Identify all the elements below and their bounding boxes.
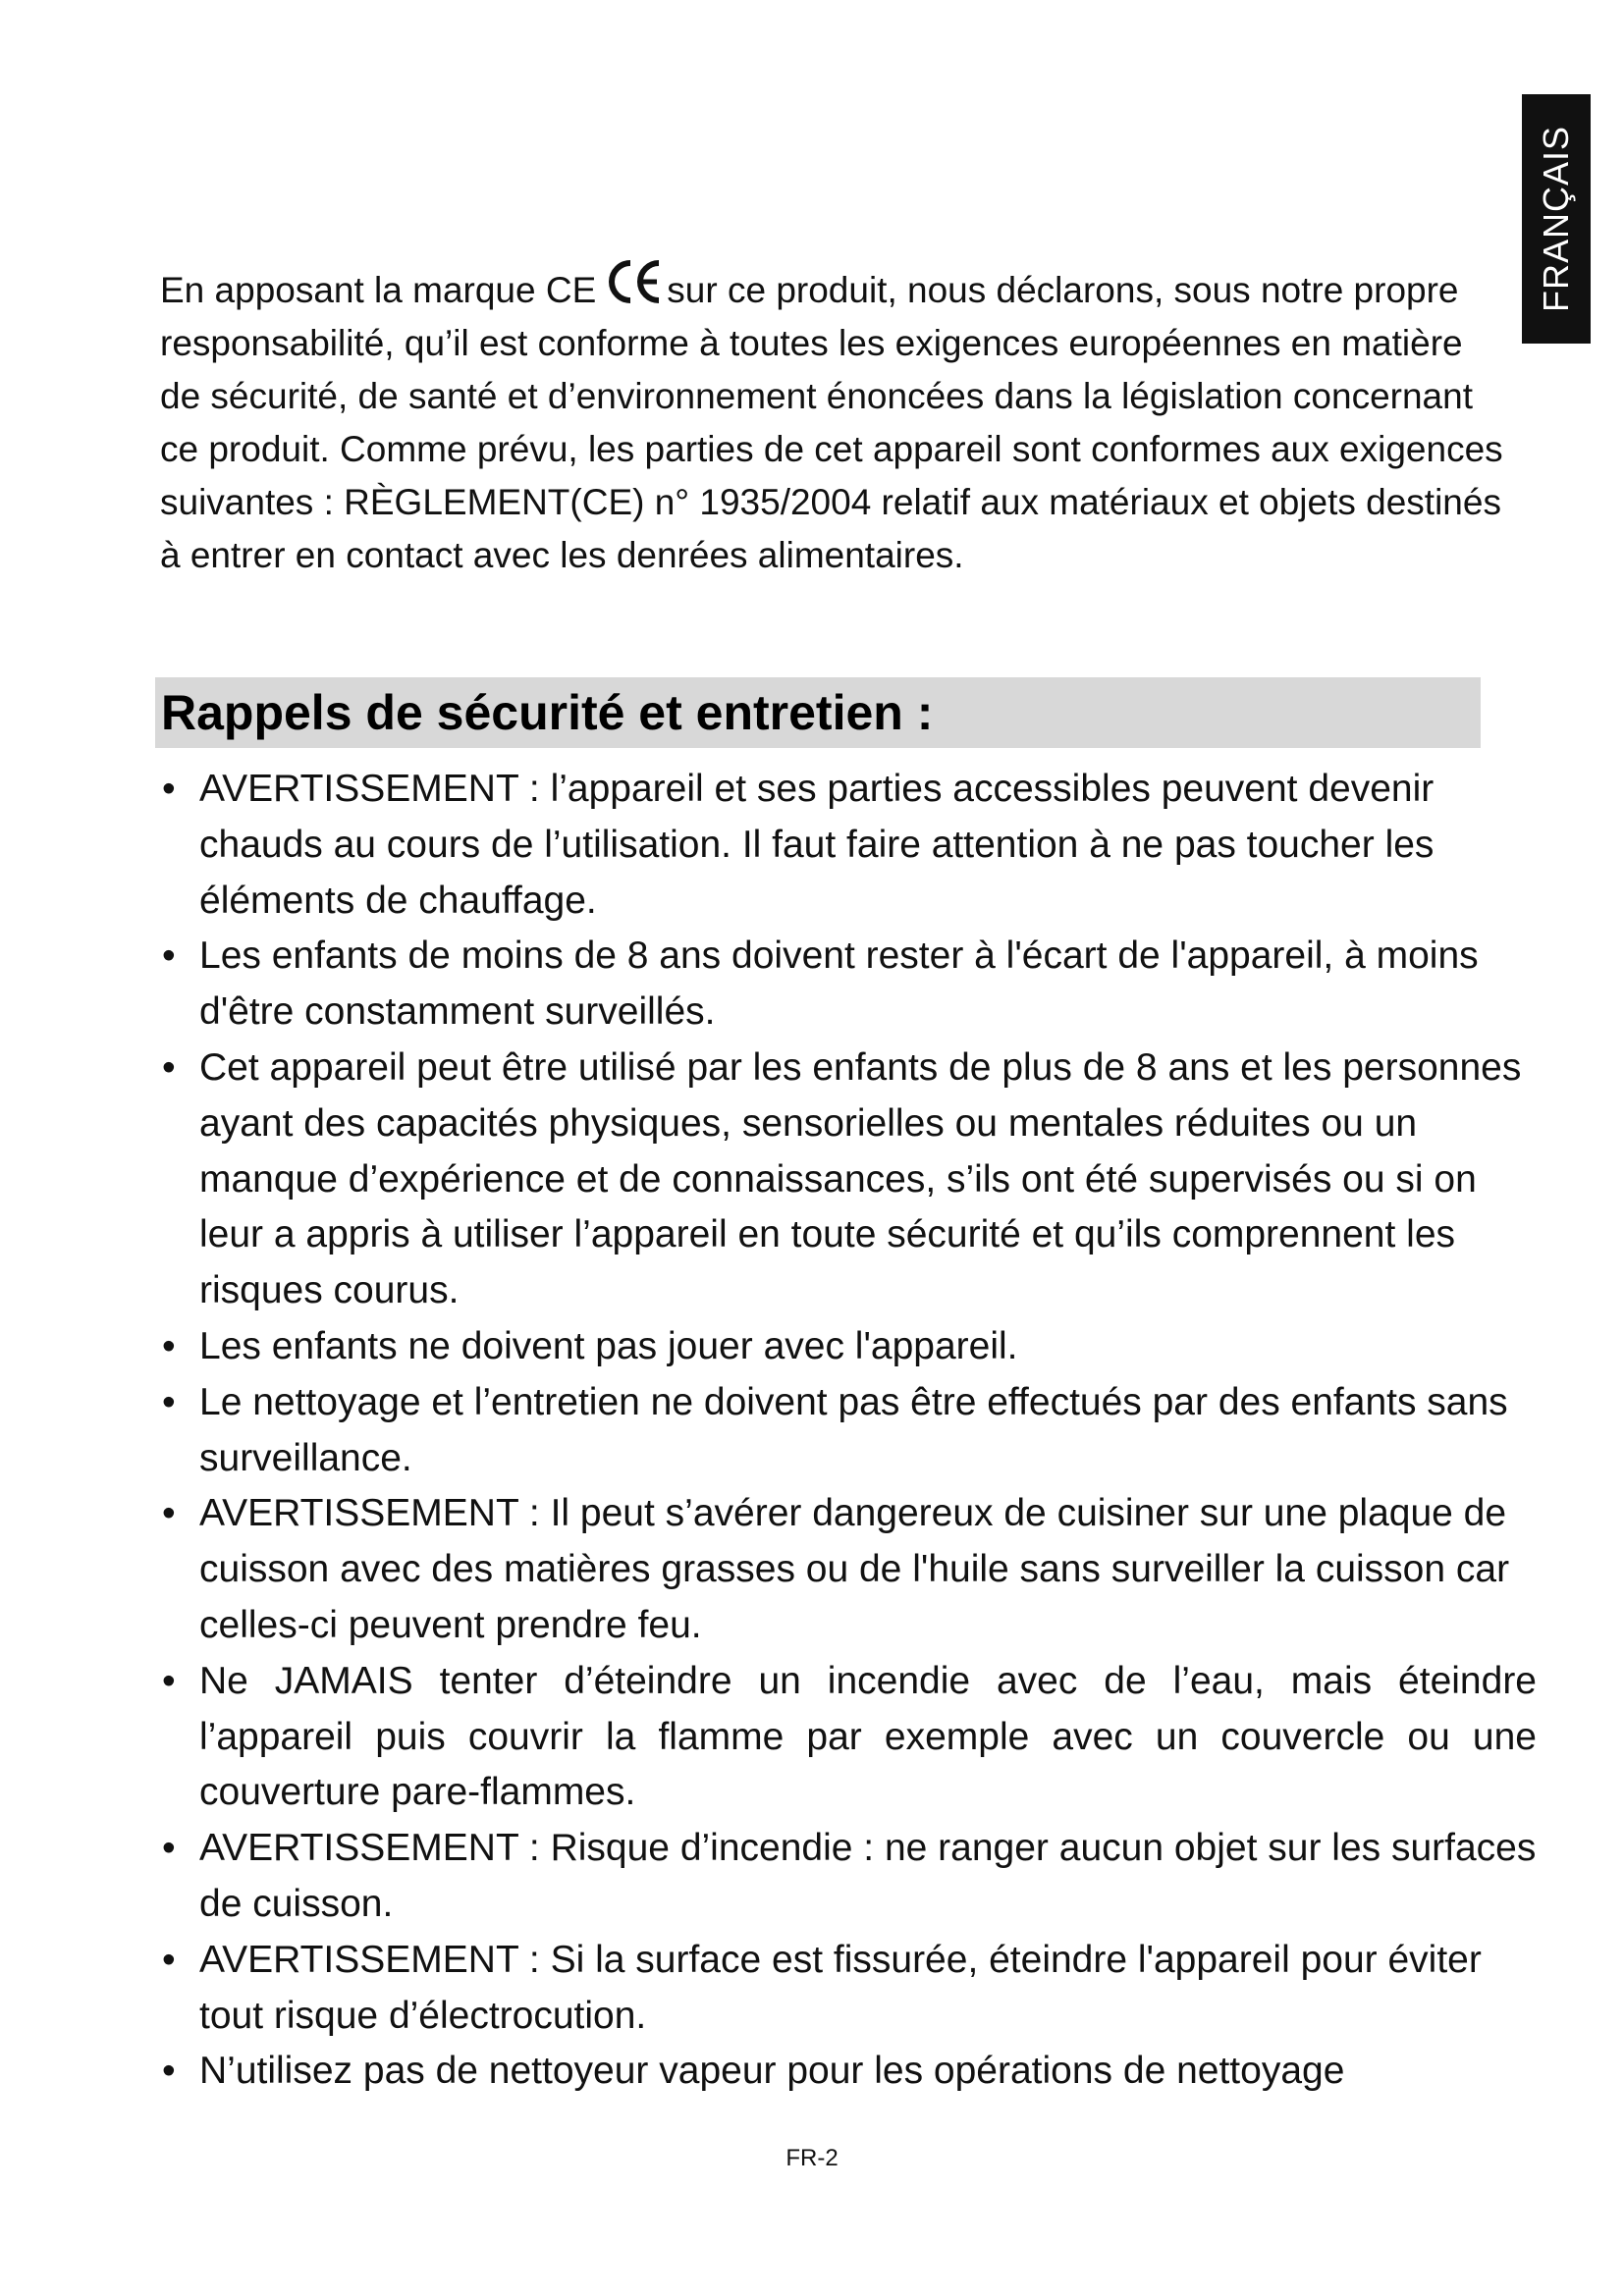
ce-mark-icon [604, 257, 663, 306]
language-tab [1522, 94, 1591, 344]
section-title: Rappels de sécurité et entretien : [161, 685, 934, 740]
list-item: • AVERTISSEMENT : Si la surface est fissurée, éteindre l'appareil pour éviter tout risque d’électrocution. [162, 1933, 1537, 2045]
ce-declaration [160, 257, 1505, 582]
list-item: • AVERTISSEMENT : Il peut s’avérer dangereux de cuisiner sur une plaque de cuisson avec des matières grasses ou de l'huile sans surveiller la cuisson car celles-ci peuvent prendre feu. [162, 1486, 1537, 1653]
list-item: • Cet appareil peut être utilisé par les enfants de plus de 8 ans et les personnes ayant des capacités physiques, sensorielles ou mentales réduites ou un manque d’expérience et de connaissances, s’ils ont été supervisés ou si on leur a appris à utiliser l’appareil en toute sécurité et qu’ils comprennent les risques courus. [162, 1041, 1537, 1319]
list-item: • N’utilisez pas de nettoyeur vapeur pour les opérations de nettoyage [162, 2044, 1537, 2100]
list-item: • Ne JAMAIS tenter d’éteindre un incendie avec de l’eau, mais éteindre l’appareil puis couvrir la flamme par exemple avec un couvercle ou une couverture pare-flammes. [162, 1654, 1537, 1821]
ce-declaration-body: sur ce produit, nous déclarons, sous notre propre responsabilité, qu’il est conforme à toutes les exigences européennes en matière de sécurité, de santé et d’environnement énoncées dans la législation concernant ce produit. Comme prévu, les parties de cet appareil sont conformes aux exigences suivantes : RÈGLEMENT(CE) n° 1935/2004 relatif aux matériaux et objets destinés à entrer en contact avec les denrées alimentaires. [160, 270, 1503, 575]
list-item: • AVERTISSEMENT : l’appareil et ses parties accessibles peuvent devenir chauds au cours de l’utilisation. Il faut faire attention à ne pas toucher les éléments de chauffage. [162, 762, 1537, 929]
section-heading [155, 677, 1481, 748]
list-item: • AVERTISSEMENT : Risque d’incendie : ne ranger aucun objet sur les surfaces de cuisson. [162, 1821, 1537, 1933]
page-number: FR-2 [785, 2145, 839, 2171]
list-item: • Le nettoyage et l’entretien ne doivent pas être effectués par des enfants sans surveillance. [162, 1375, 1537, 1487]
ce-declaration-text [160, 257, 1505, 582]
list-item: • Les enfants ne doivent pas jouer avec l'appareil. [162, 1319, 1537, 1375]
language-tab-label: FRANÇAIS [1536, 125, 1576, 313]
list-item: • Les enfants de moins de 8 ans doivent rester à l'écart de l'appareil, à moins d'être constamment surveillés. [162, 929, 1537, 1041]
ce-declaration-lead: En apposant la marque CE [160, 270, 597, 310]
safety-list [162, 762, 1537, 2100]
